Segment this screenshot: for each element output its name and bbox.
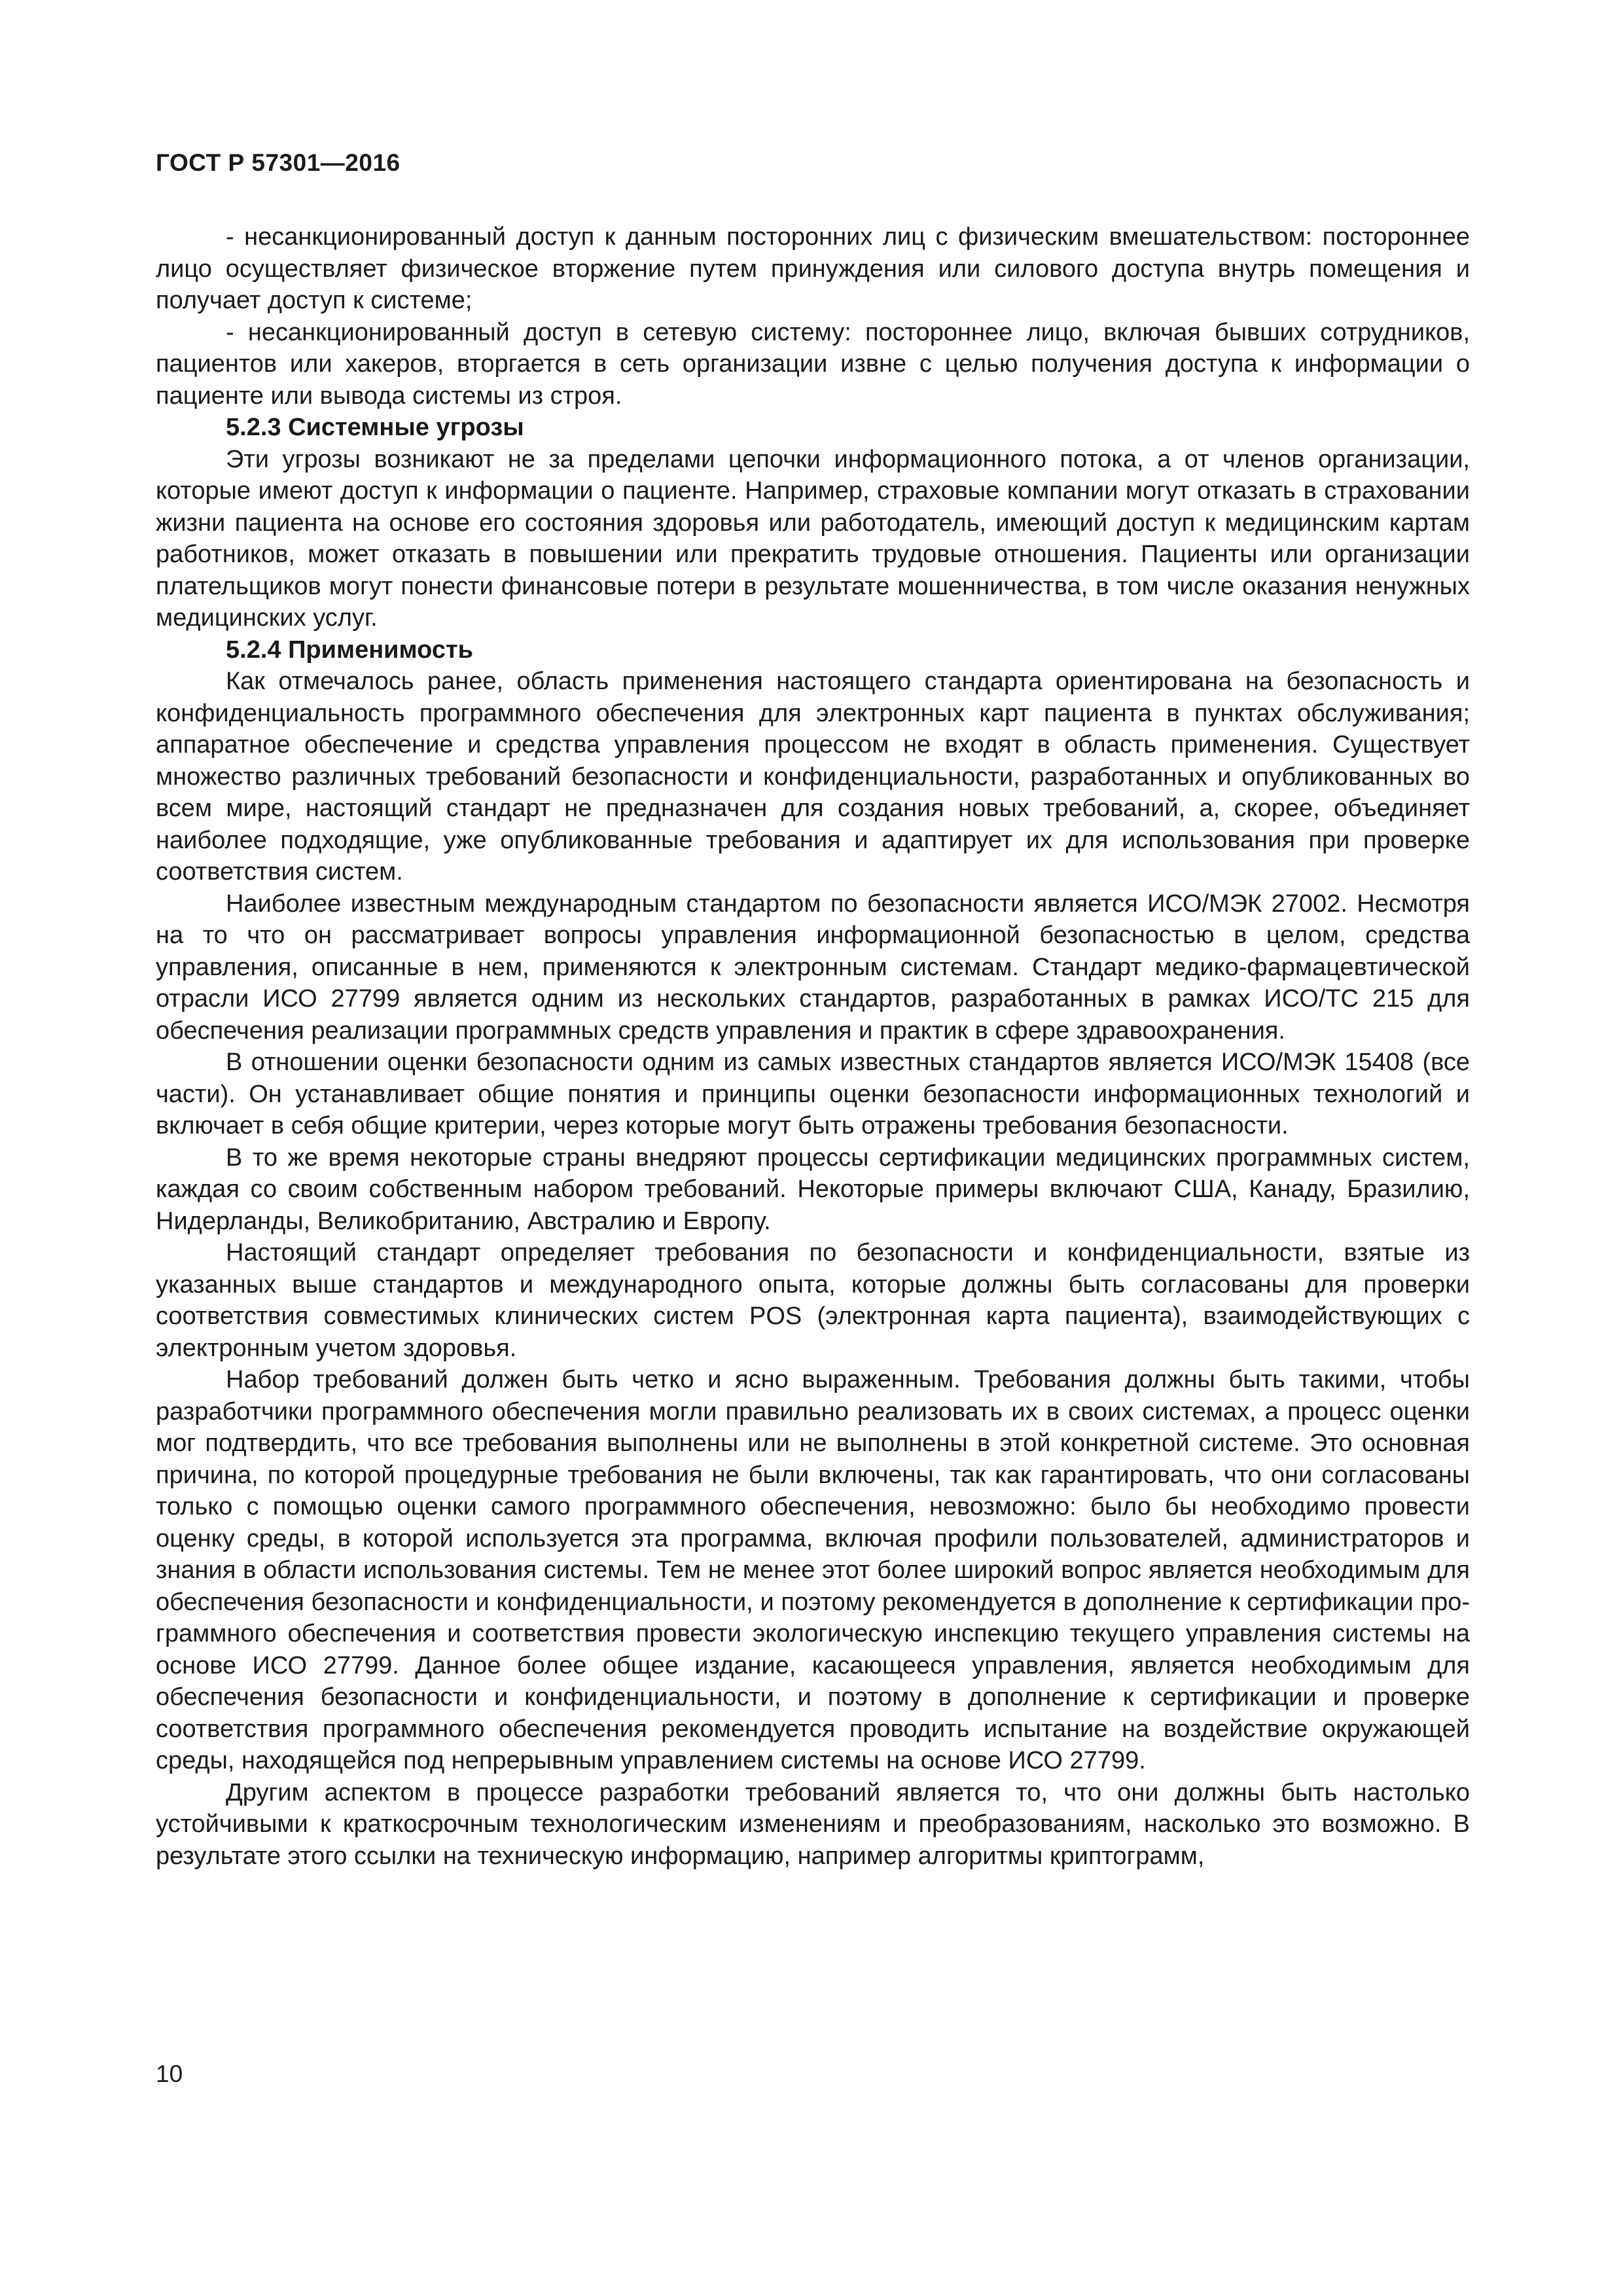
- document-header: ГОСТ Р 57301—2016: [156, 149, 401, 176]
- body-paragraph: В то же время некоторые страны внедряют процессы сертификации медицинских программных систем, каждая со своим собственным набором требований. Некоторые примеры включают США, Канаду, Бразилию, Нидерланды, Великобританию, Австралию и Европу.: [156, 1143, 1470, 1235]
- body-paragraph: Эти угрозы возникают не за пределами цепочки информационного потока, а от членов организации, которые имеют доступ к информации о пациенте. Например, страховые компании могут отказать в страховании жизни пациента на основе его состояния здоровья или работодатель, имеющий доступ к медицинским картам работников, может отказать в повышении или прекратить трудовые отношения. Пациенты или организации плательщиков могут понести финансовые потери в результате мошенничества, в том числе оказания ненужных медицинских услуг.: [156, 445, 1470, 632]
- body-paragraph: Другим аспектом в процессе разработки требований является то, что они должны быть настолько устойчивыми к краткосрочным технологическим изменениям и преобразованиям, насколько это возможно. В результате этого ссылки на техническую информацию, например алгоритмы криптограмм,: [156, 1778, 1470, 1870]
- section-heading: 5.2.3 Системные угрозы: [226, 414, 524, 441]
- body-paragraph: Как отмечалось ранее, область применения настоящего стандарта ориентирована на безопасность и конфиденциальность программного обеспечения для электронных карт пациента в пунктах обслуживания; аппаратное обеспечение и средства управления процессом не входят в область применения. Существует множество различных требований безопасности и конфиденциальности, разработанных и опубликованных во всем мире, настоящий стандарт не предназначен для создания новых требований, а, скорее, объединяет наиболее подходящие, уже опубликованные требования и адаптирует их для использования при проверке соответствия систем.: [156, 668, 1470, 886]
- body-paragraph: Набор требований должен быть четко и ясно выраженным. Требования должны быть такими, чтобы разработчики программного обеспечения могли правильно реализовать их в своих системах, а процесс оценки мог подтвердить, что все требования выполнены или не выполнены в этой конкретной системе. Это основная причина, по которой процедурные требования не были включены, так как гарантировать, что они согласованы только с помощью оценки самого программного обеспечения, невозможно: было бы необходимо провести оценку среды, в которой используется эта программа, включая профили пользователей, администраторов и знания в области использования системы. Тем не менее этот более широкий вопрос является необходимым для обеспечения безопасности и конфиденциальности, и поэтому рекомендуется в дополнение к сертификации программного обеспечения и соответствия провести экологическую инспекцию текущего управления системы на основе ИСО 27799. Данное более общее издание, касающееся управления, является необходимым для обеспечения безопасности и конфиденциальности, и поэтому в дополнение к сертификации и проверке соответствия программного обеспечения рекомендуется проводить испытание на воздействие окружающей среды, находящейся под непрерывным управлением системы на основе ИСО 27799.: [156, 1366, 1470, 1774]
- section-heading: 5.2.4 Применимость: [226, 636, 473, 664]
- page-number: 10: [156, 2060, 183, 2087]
- body-paragraph: - несанкционированный доступ к данным посторонних лиц с физическим вмешательством: постороннее лицо осуществляет физическое вторжение путем принуждения или силового доступа внутрь помещения и получает доступ к системе;: [156, 223, 1470, 314]
- document-body: [156, 221, 1470, 1872]
- body-paragraph: Наиболее известным международным стандартом по безопасности является ИСО/МЭК 27002. Несмотря на то что он рассматривает вопросы управления информационной безопасностью в целом, средства управления, описанные в нем, применяются к электронным системам. Стандарт медико-фармацевтической отрасли ИСО 27799 является одним из нескольких стандартов, разработанных в рамках ИСО/ТС 215 для обеспечения реализации программных средств управления и практик в сфере здравоохранения.: [156, 889, 1470, 1045]
- body-paragraph: - несанкционированный доступ в сетевую систему: постороннее лицо, включая бывших сотрудников, пациентов или хакеров, вторгается в сеть организации извне с целью получения доступа к информации о пациенте или вывода системы из строя.: [156, 318, 1470, 410]
- body-paragraph: В отношении оценки безопасности одним из самых известных стандартов является ИСО/МЭК 15408 (все части). Он устанавливает общие понятия и принципы оценки безопасности информационных технологий и включает в себя общие критерии, через которые могут быть отражены требования безопасности.: [156, 1049, 1470, 1139]
- body-paragraph: Настоящий стандарт определяет требования по безопасности и конфиденциальности, взятые из указанных выше стандартов и международного опыта, которые должны быть согласованы для проверки соответствия совместимых клинических систем POS (электронная карта пациента), взаимодействующих с электронным учетом здоровья.: [156, 1239, 1470, 1362]
